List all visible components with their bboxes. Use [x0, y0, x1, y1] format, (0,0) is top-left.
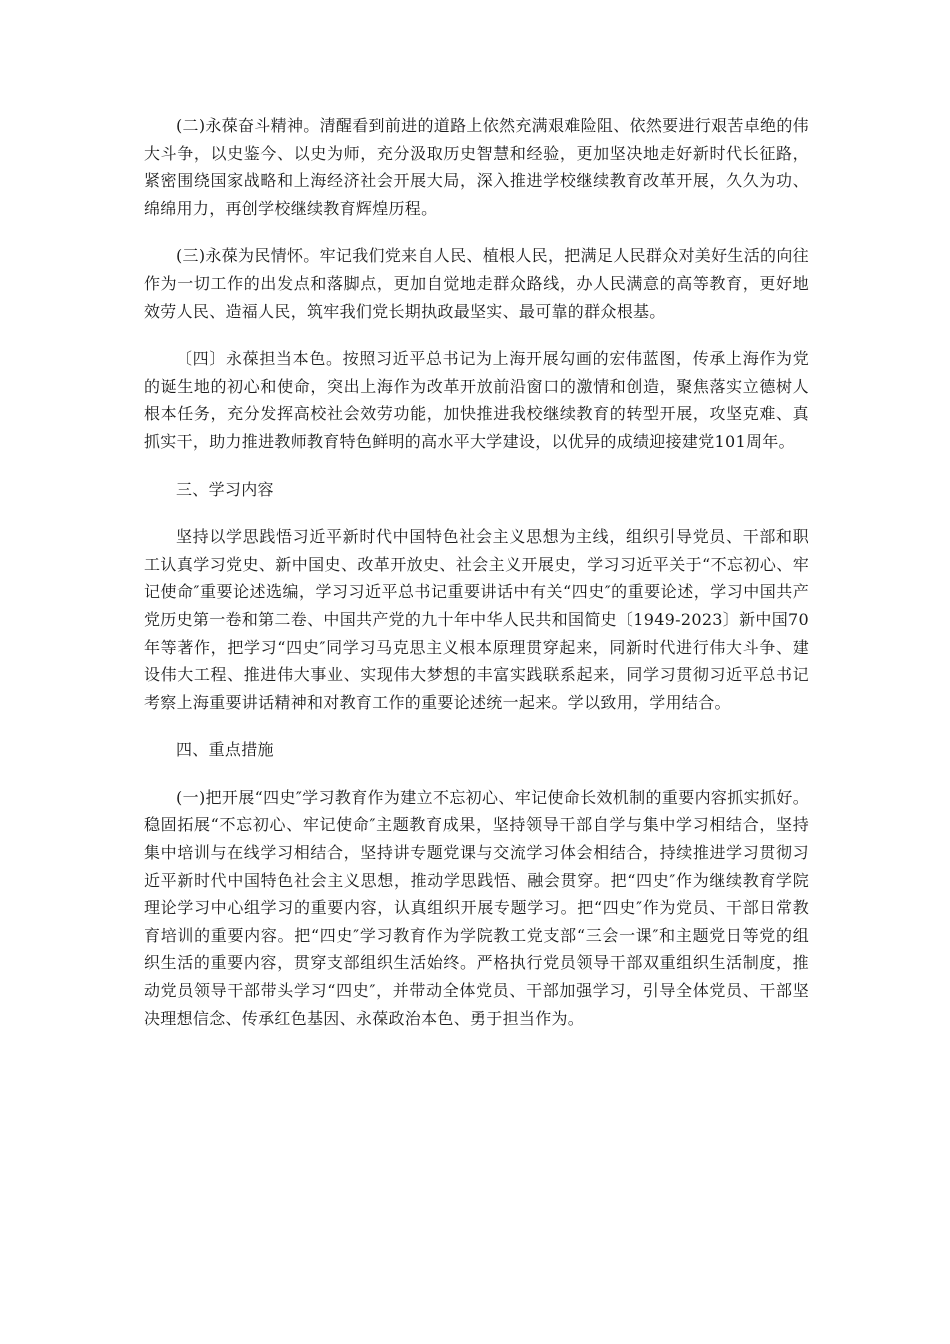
- section-heading-study-content: 三、学习内容: [176, 479, 274, 499]
- paragraph-key-measure-1: (一)把开展“四史″学习教育作为建立不忘初心、牢记使命长效机制的重要内容抓实抓好。稳固拓展“不忘初心、牢记使命″主题教育成果，坚持领导干部自学与集中学习相结合，坚持集中培训与在线学习相结合，坚持讲专题党课与交流学习体会相结合，持续推进学习贯彻习近平新时代中国特色社会主义思想，推动学思践悟、融会贯穿。把“四史″作为继续教育学院理论学习中心组学习的重要内容，认真组织开展专题学习。把“四史″作为党员、干部日常教育培训的重要内容。把“四史″学习教育作为学院教工党支部“三会一课″和主题党日等党的组织生活的重要内容，贯穿支部组织生活始终。严格执行党员领导干部双重组织生活制度，推动党员领导干部带头学习“四史″，并带动全体党员、干部加强学习，引导全体党员、干部坚决理想信念、传承红色基因、永葆政治本色、勇于担当作为。: [144, 787, 809, 1028]
- paragraph-responsibility: 〔四〕永葆担当本色。按照习近平总书记为上海开展勾画的宏伟蓝图，传承上海作为党的诞生地的初心和使命，突出上海作为改革开放前沿窗口的激情和创造，聚焦落实立德树人根本任务，充分发挥高校社会效劳功能，加快推进我校继续教育的转型开展，攻坚克难、真抓实干，助力推进教师教育特色鲜明的高水平大学建设，以优异的成绩迎接建党101周年。: [144, 349, 809, 451]
- paragraph-study-content: 坚持以学思践悟习近平新时代中国特色社会主义思想为主线，组织引导党员、干部和职工认真学习党史、新中国史、改革开放史、社会主义开展史，学习习近平关于“不忘初心、牢记使命″重要论述选编，学习习近平总书记重要讲话中有关“四史″的重要论述，学习中国共产党历史第一卷和第二卷、中国共产党的九十年中华人民共和国简史〔1949-2023〕新中国70年等著作，把学习“四史″同学习马克思主义根本原理贯穿起来，同新时代进行伟大斗争、建设伟大工程、推进伟大事业、实现伟大梦想的丰富实践联系起来，同学习贯彻习近平总书记考察上海重要讲话精神和对教育工作的重要论述统一起来。学以致用，学用结合。: [144, 527, 809, 712]
- document-body: [144, 112, 809, 1052]
- paragraph-people: (三)永葆为民情怀。牢记我们党来自人民、植根人民，把满足人民群众对美好生活的向往作为一切工作的出发点和落脚点，更加自觉地走群众路线，办人民满意的高等教育，更好地效劳人民、造福人民，筑牢我们党长期执政最坚实、最可靠的群众根基。: [144, 246, 809, 321]
- paragraph-perseverance: (二)永葆奋斗精神。清醒看到前进的道路上依然充满艰难险阻、依然要进行艰苦卓绝的伟大斗争，以史鉴今、以史为师，充分汲取历史智慧和经验，更加坚决地走好新时代长征路，紧密围绕国家战略和上海经济社会开展大局，深入推进学校继续教育改革开展，久久为功、绵绵用力，再创学校继续教育辉煌历程。: [144, 116, 809, 218]
- section-heading-key-measures: 四、重点措施: [176, 740, 274, 760]
